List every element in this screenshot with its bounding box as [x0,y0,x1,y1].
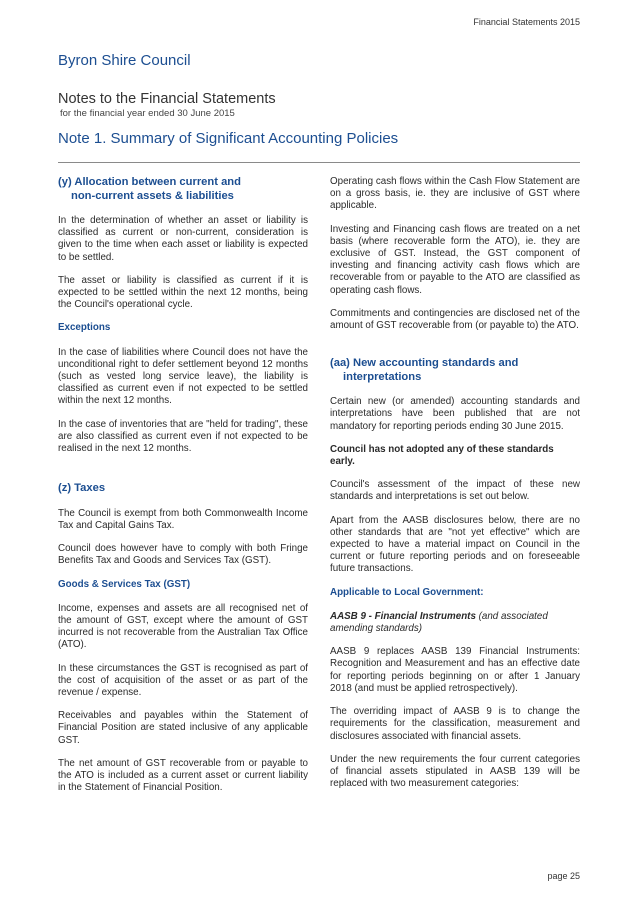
standard-title-aasb9-bold: AASB 9 - Financial Instruments [330,610,476,622]
section-heading-z: (z) Taxes [58,482,106,495]
standard-title-aasb9-rest: (and associated amending standards) [330,610,548,635]
section-heading-aa-line2: interpretations [343,370,422,383]
running-header: Financial Statements 2015 [473,17,580,27]
paragraph: In the case of inventories that are "held for trading", these are also classified as current even if not expected to be realised in the next 12 months. [58,418,308,455]
subheading-gst: Goods & Services Tax (GST) [58,578,191,590]
paragraph: AASB 9 replaces AASB 139 Financial Instruments: Recognition and Measurement and has an effective date for reporting periods beginning on or after 1 January 2018 (and must be applied retrospectively). [330,646,580,694]
paragraph: The Council is exempt from both Commonwealth Income Tax and Capital Gains Tax. [58,507,308,531]
paragraph: Apart from the AASB disclosures below, there are no other standards that are "not yet effective" which are expected to have a material impact on Council in the current or future reporting periods and on foreseeable future transactions. [330,514,580,575]
paragraph: Council does however have to comply with both Fringe Benefits Tax and Goods and Services Tax (GST). [58,543,308,567]
paragraph: In these circumstances the GST is recognised as part of the cost of acquisition of the asset or as part of the revenue / expense. [58,662,308,698]
paragraph: Under the new requirements the four current categories of financial assets stipulated in AASB 139 will be replaced with two measurement categories: [330,753,580,790]
paragraph: In the determination of whether an asset or liability is classified as current or non-current, consideration is given to the time when each asset or liability is expected to be settled. [58,215,308,263]
council-name: Byron Shire Council [58,52,191,69]
right-column [330,176,580,801]
paragraph: The asset or liability is classified as current if it is expected to be settled within the next 12 months, being the Council's operational cycle. [58,274,308,311]
paragraph: Commitments and contingencies are disclosed net of the amount of GST recoverable from (or payable to) the ATO. [330,307,580,332]
left-column [58,176,308,805]
section-heading-y [58,176,308,203]
note-title: Note 1. Summary of Significant Accounting Policies [58,130,399,147]
paragraph: Certain new (or amended) accounting standards and interpretations have been published that are not mandatory for reporting periods ending 30 June 2015. [330,396,580,432]
section-heading-y-line1: (y) Allocation between current and [58,176,241,188]
section-heading-y-line2: non-current assets & liabilities [71,189,234,202]
paragraph: The net amount of GST recoverable from or payable to the ATO is included as a current asset or current liability in the Statement of Financial Position. [58,757,308,794]
standard-title-aasb9 [330,611,580,635]
paragraph: Income, expenses and assets are all recognised net of the amount of GST, except where the amount of GST incurred is not recoverable from the Australian Tax Office (ATO). [58,602,308,651]
page-number: page 25 [547,871,580,881]
paragraph: In the case of liabilities where Council does not have the unconditional right to defer settlement beyond 12 months (such as vested long service leave), the liability is classified as current even if not expected to be settled within the next 12 months. [58,346,308,407]
notes-title: Notes to the Financial Statements [58,91,276,107]
notes-subtitle: for the financial year ended 30 June 2015 [60,108,235,119]
header-divider [58,162,580,163]
subheading-exceptions: Exceptions [58,322,111,334]
paragraph: Operating cash flows within the Cash Flow Statement are on a gross basis, ie. they are inclusive of GST where applicable. [330,176,580,212]
subheading-applicable: Applicable to Local Government: [330,586,484,598]
section-heading-aa [330,357,580,384]
paragraph: Council's assessment of the impact of these new standards and interpretations is set out below. [330,479,580,503]
paragraph: The overriding impact of AASB 9 is to change the requirements for the classification, measurement and disclosures associated with financial assets. [330,706,580,742]
paragraph: Investing and Financing cash flows are treated on a net basis (where recoverable form the ATO), ie. they are exclusive of GST. Instead, the GST component of investing and financing activity cash flows which are recoverable from or payable to the ATO are classified as operating cash flows. [330,223,580,296]
paragraph-emphasis: Council has not adopted any of these standards early. [330,443,554,468]
paragraph: Receivables and payables within the Statement of Financial Position are stated inclusive of any applicable GST. [58,710,308,746]
section-heading-aa-line1: (aa) New accounting standards and [330,357,519,370]
